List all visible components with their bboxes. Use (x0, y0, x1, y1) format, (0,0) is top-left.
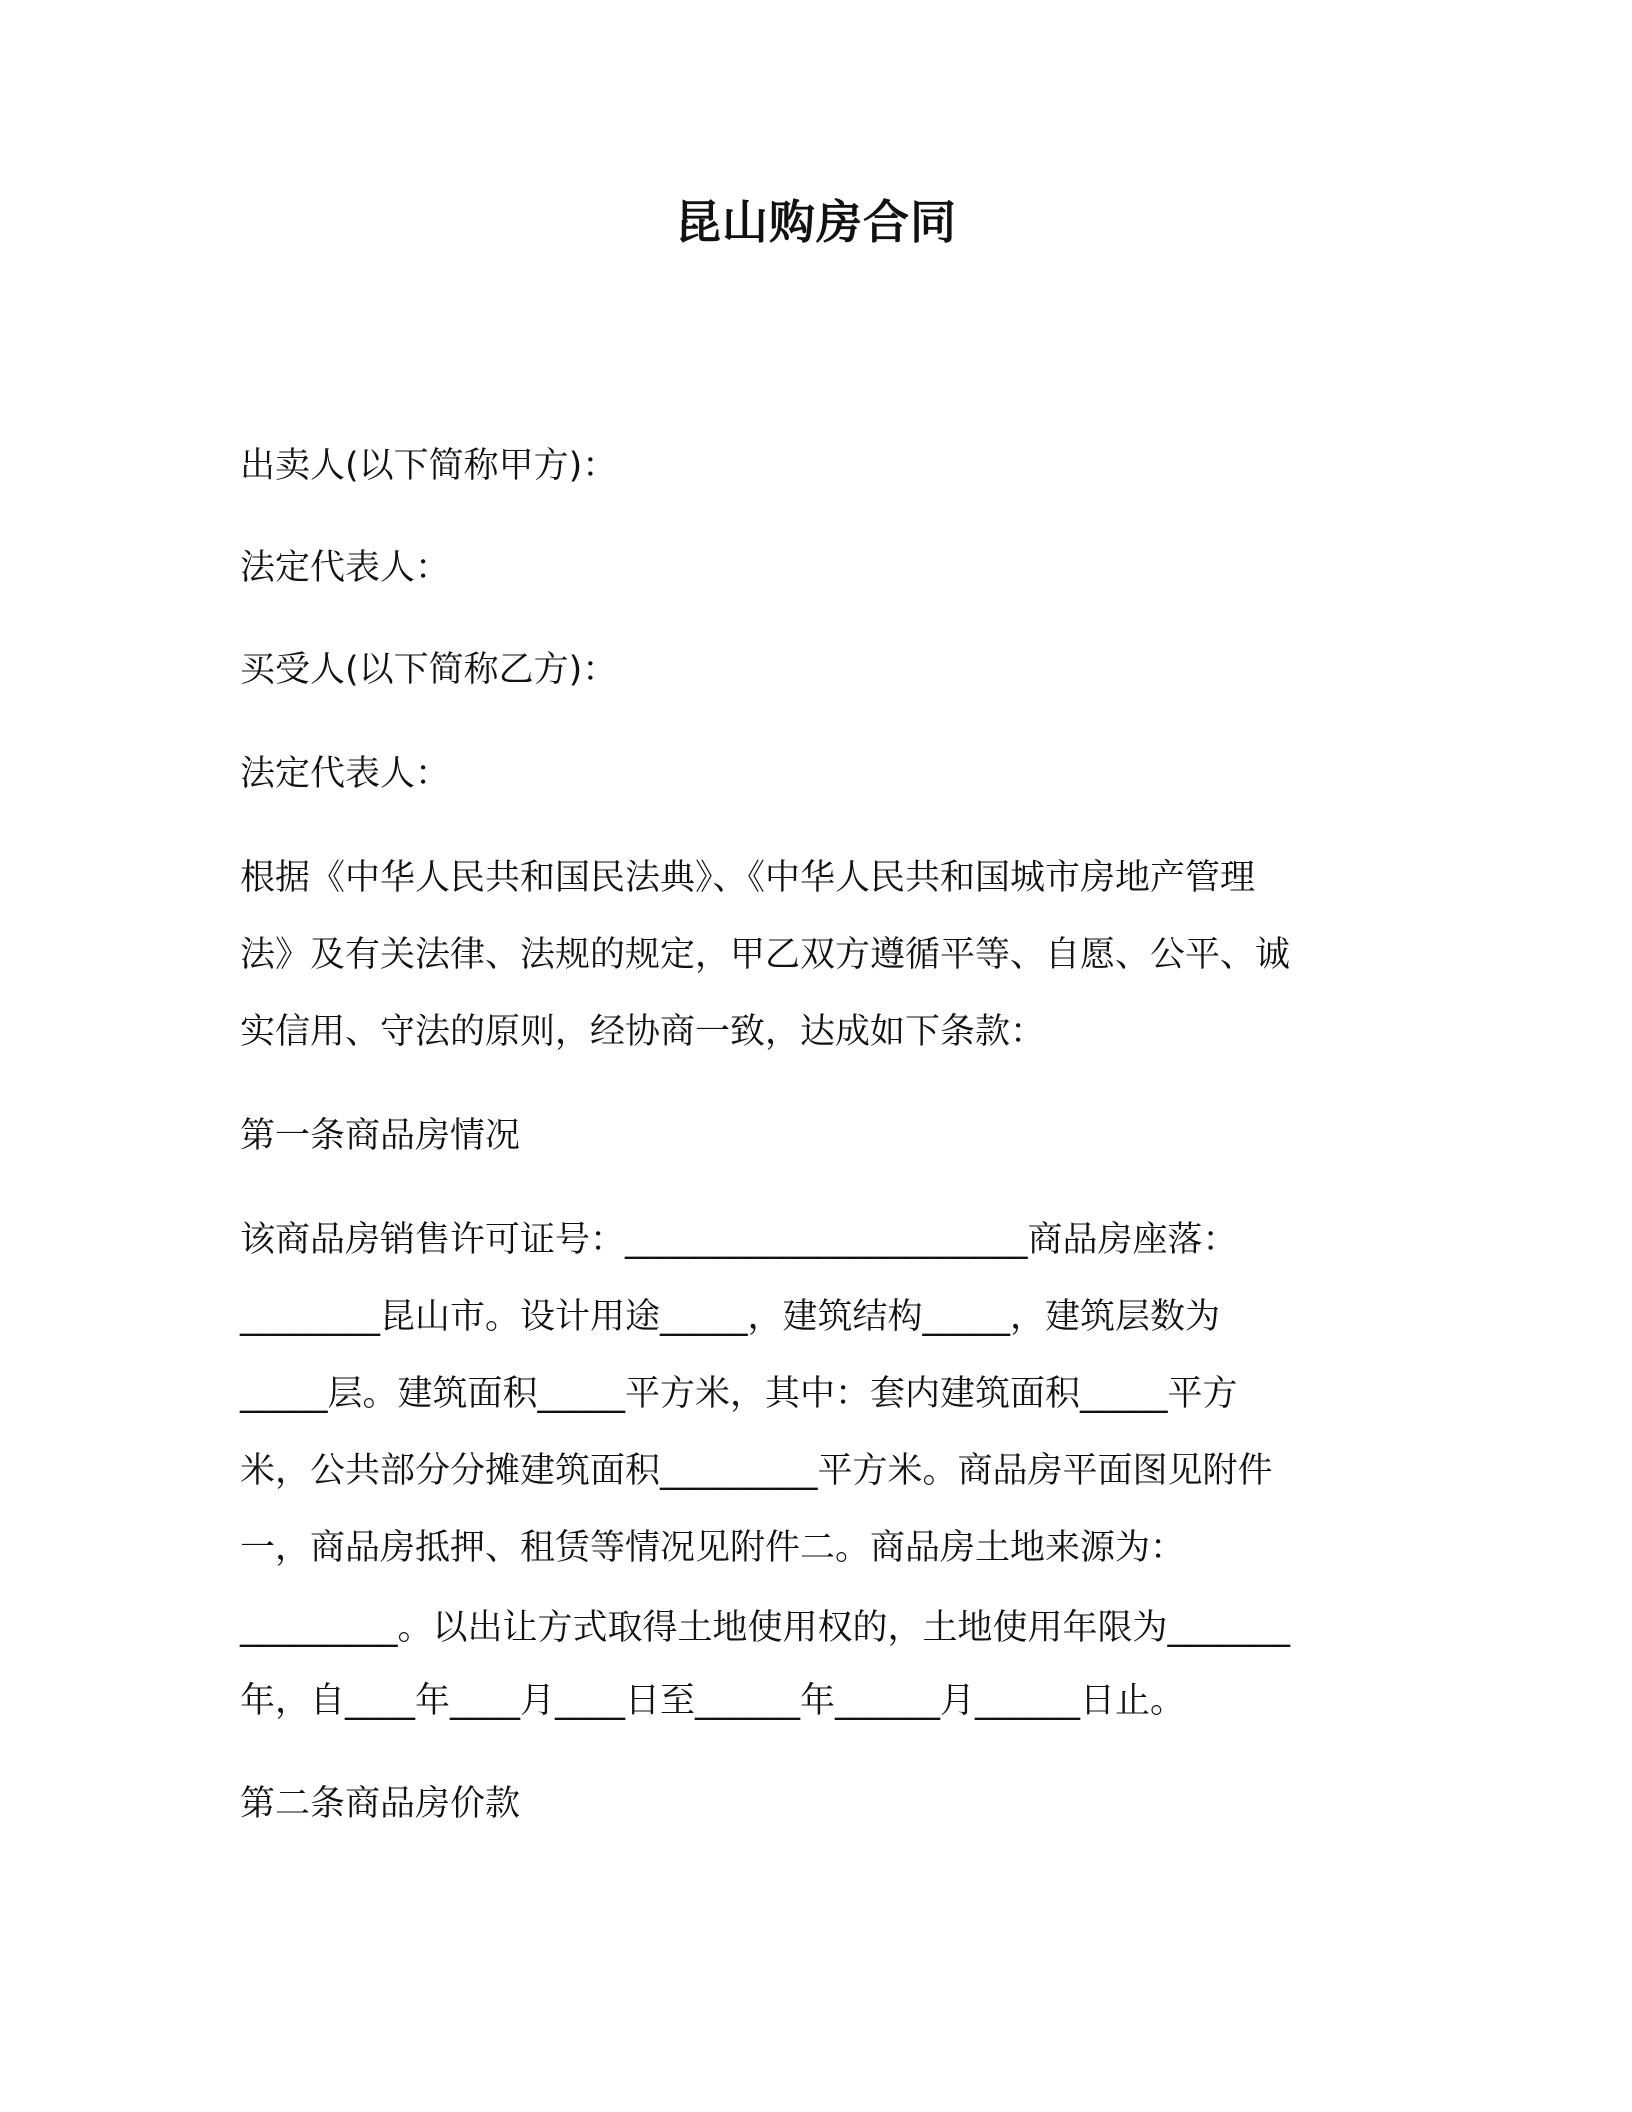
article-1-heading: 第一条商品房情况 (240, 1116, 521, 1156)
article-1-line: 年，自____年____月____日至______年______月______日止。 (240, 1681, 1186, 1721)
article-1-line: _____层。建筑面积_____平方米，其中：套内建筑面积_____平方 (240, 1374, 1238, 1414)
preamble-line: 根据《中华人民共和国民法典》、《中华人民共和国城市房地产管理 (240, 858, 1256, 898)
seller-label: 出卖人(以下简称甲方)： (240, 446, 618, 486)
article-1-line: ________昆山市。设计用途_____，建筑结构_____，建筑层数为 (240, 1297, 1221, 1337)
article-1-line: _________。以出让方式取得土地使用权的，土地使用年限为_______ (240, 1608, 1291, 1648)
buyer-label: 买受人(以下简称乙方)： (240, 650, 618, 690)
article-1-line: 该商品房销售许可证号：_______________________商品房座落： (240, 1220, 1238, 1260)
seller-representative-label: 法定代表人： (240, 548, 451, 588)
article-2-heading: 第二条商品房价款 (240, 1784, 521, 1824)
preamble-line: 法》及有关法律、法规的规定，甲乙双方遵循平等、自愿、公平、诚 (240, 935, 1291, 975)
preamble-line: 实信用、守法的原则，经协商一致，达成如下条款： (240, 1012, 1046, 1052)
buyer-representative-label: 法定代表人： (240, 754, 451, 794)
article-1-line: 一，商品房抵押、租赁等情况见附件二。商品房土地来源为： (240, 1528, 1186, 1568)
document-title: 昆山购房合同 (675, 195, 957, 249)
article-1-line: 米，公共部分分摊建筑面积_________平方米。商品房平面图见附件 (240, 1451, 1273, 1491)
